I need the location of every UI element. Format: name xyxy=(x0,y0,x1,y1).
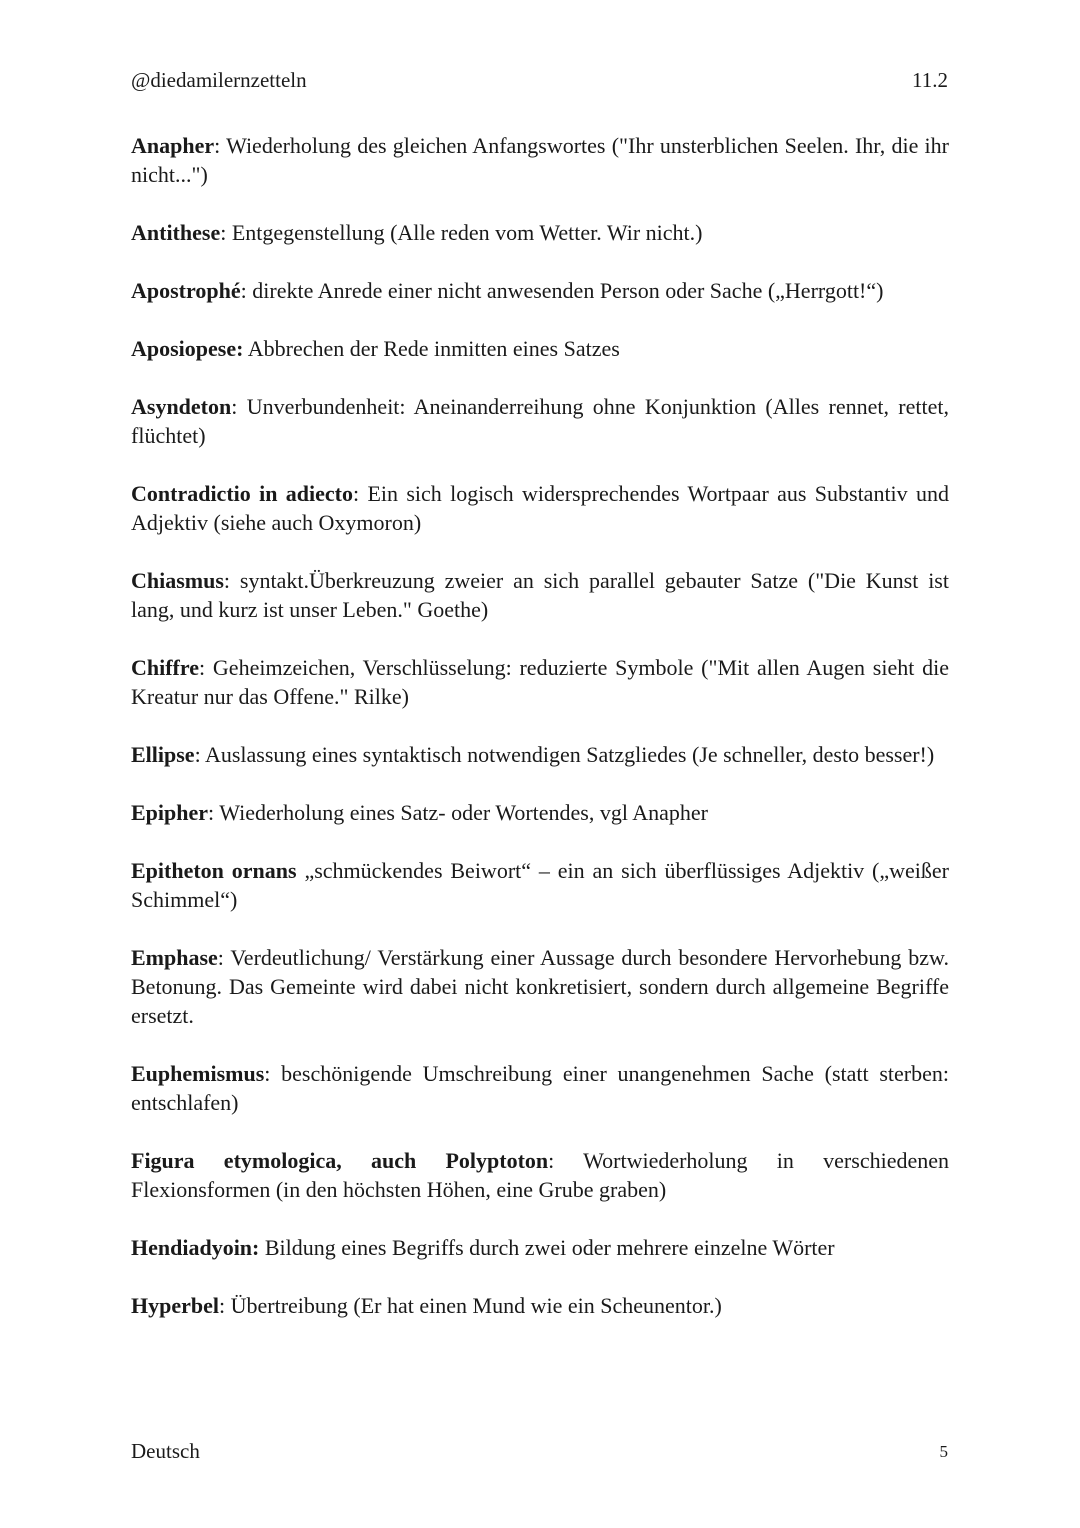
footer-subject: Deutsch xyxy=(131,1439,200,1463)
glossary-entry xyxy=(131,218,949,247)
entry-term: Hendiadyoin: xyxy=(131,1235,260,1260)
entry-definition: Abbrechen der Rede inmitten eines Satzes xyxy=(247,336,620,361)
entry-separator: : xyxy=(352,481,368,506)
entry-term: Euphemismus xyxy=(131,1061,265,1086)
glossary-entry xyxy=(131,1291,949,1320)
glossary-entry xyxy=(131,479,949,537)
entry-term: Antithese xyxy=(131,220,221,245)
entry-term: Figura etymologica, auch Polyptoton xyxy=(131,1148,549,1173)
entry-term: Contradictio in adiecto xyxy=(131,481,353,506)
entry-definition: Auslassung eines syntaktisch notwendigen Satzgliedes (Je schneller, desto besser!) xyxy=(204,742,935,767)
entry-term: Apostrophé xyxy=(131,278,241,303)
entry-term: Epipher xyxy=(131,800,209,825)
glossary-list xyxy=(131,131,949,1349)
entry-separator: : xyxy=(223,568,240,593)
entry-separator: : xyxy=(199,655,213,680)
entry-term: Ellipse xyxy=(131,742,195,767)
glossary-entry xyxy=(131,566,949,624)
header-author: @diedamilernzetteln xyxy=(131,68,307,92)
glossary-entry xyxy=(131,943,949,1030)
entry-definition: Entgegenstellung (Alle reden vom Wetter. Wir nicht.) xyxy=(231,220,703,245)
entry-definition: Ein sich logisch widersprechendes Wortpaar aus Substantiv und Adjektiv (siehe auch Oxymoron) xyxy=(131,481,949,535)
entry-separator: : xyxy=(220,220,232,245)
entry-definition: beschönigende Umschreibung einer unangenehmen Sache (statt sterben: entschlafen) xyxy=(131,1061,949,1115)
glossary-entry xyxy=(131,653,949,711)
entry-term: Emphase xyxy=(131,945,218,970)
entry-definition: syntakt.Überkreuzung zweier an sich parallel gebauter Satze ("Die Kunst ist lang, und kurz ist unser Leben." Goethe) xyxy=(131,568,949,622)
entry-term: Hyperbel xyxy=(131,1293,219,1318)
entry-separator: : xyxy=(548,1148,584,1173)
glossary-entry xyxy=(131,392,949,450)
entry-term: Anapher xyxy=(131,133,215,158)
glossary-entry xyxy=(131,276,949,305)
entry-definition: „schmückendes Beiwort“ – ein an sich überflüssiges Adjektiv („weißer Schimmel“) xyxy=(131,858,949,912)
glossary-entry xyxy=(131,334,949,363)
glossary-entry xyxy=(131,856,949,914)
entry-separator: : xyxy=(219,1293,231,1318)
entry-term: Epitheton ornans xyxy=(131,858,297,883)
entry-definition: Wiederholung eines Satz- oder Wortendes, vgl Anapher xyxy=(219,800,708,825)
glossary-entry xyxy=(131,798,949,827)
entry-term: Chiasmus xyxy=(131,568,224,593)
entry-separator: : xyxy=(264,1061,282,1086)
header-class: 11.2 xyxy=(912,68,948,92)
entry-definition: Bildung eines Begriffs durch zwei oder mehrere einzelne Wörter xyxy=(264,1235,835,1260)
entry-separator: : xyxy=(208,800,220,825)
entry-term: Aposiopese: xyxy=(131,336,244,361)
entry-definition: direkte Anrede einer nicht anwesenden Person oder Sache („Herrgott!“) xyxy=(252,278,884,303)
entry-definition: Verdeutlichung/ Verstärkung einer Aussage durch besondere Hervorhebung bzw. Betonung. Das Gemeinte wird dabei nicht konkretisiert, sondern durch allgemeine Begriffe ersetzt. xyxy=(131,945,949,1028)
entry-separator: : xyxy=(231,394,247,419)
entry-definition: Wortwiederholung in verschiedenen Flexionsformen (in den höchsten Höhen, eine Grube graben) xyxy=(131,1148,949,1202)
glossary-entry xyxy=(131,740,949,769)
entry-definition: Unverbundenheit: Aneinanderreihung ohne Konjunktion (Alles rennet, rettet, flüchtet) xyxy=(131,394,949,448)
entry-separator: : xyxy=(214,133,227,158)
entry-separator: : xyxy=(240,278,253,303)
entry-term: Chiffre xyxy=(131,655,200,680)
entry-separator: : xyxy=(194,742,205,767)
page-number: 5 xyxy=(939,1442,948,1461)
glossary-entry xyxy=(131,1233,949,1262)
entry-definition: Übertreibung (Er hat einen Mund wie ein Scheunentor.) xyxy=(230,1293,722,1318)
entry-separator: : xyxy=(217,945,231,970)
glossary-entry xyxy=(131,131,949,189)
glossary-entry xyxy=(131,1146,949,1204)
entry-definition: Wiederholung des gleichen Anfangswortes ("Ihr unsterblichen Seelen. Ihr, die ihr nicht...") xyxy=(131,133,949,187)
glossary-entry xyxy=(131,1059,949,1117)
entry-term: Asyndeton xyxy=(131,394,232,419)
entry-definition: Geheimzeichen, Verschlüsselung: reduzierte Symbole ("Mit allen Augen sieht die Kreatur nur das Offene." Rilke) xyxy=(131,655,949,709)
